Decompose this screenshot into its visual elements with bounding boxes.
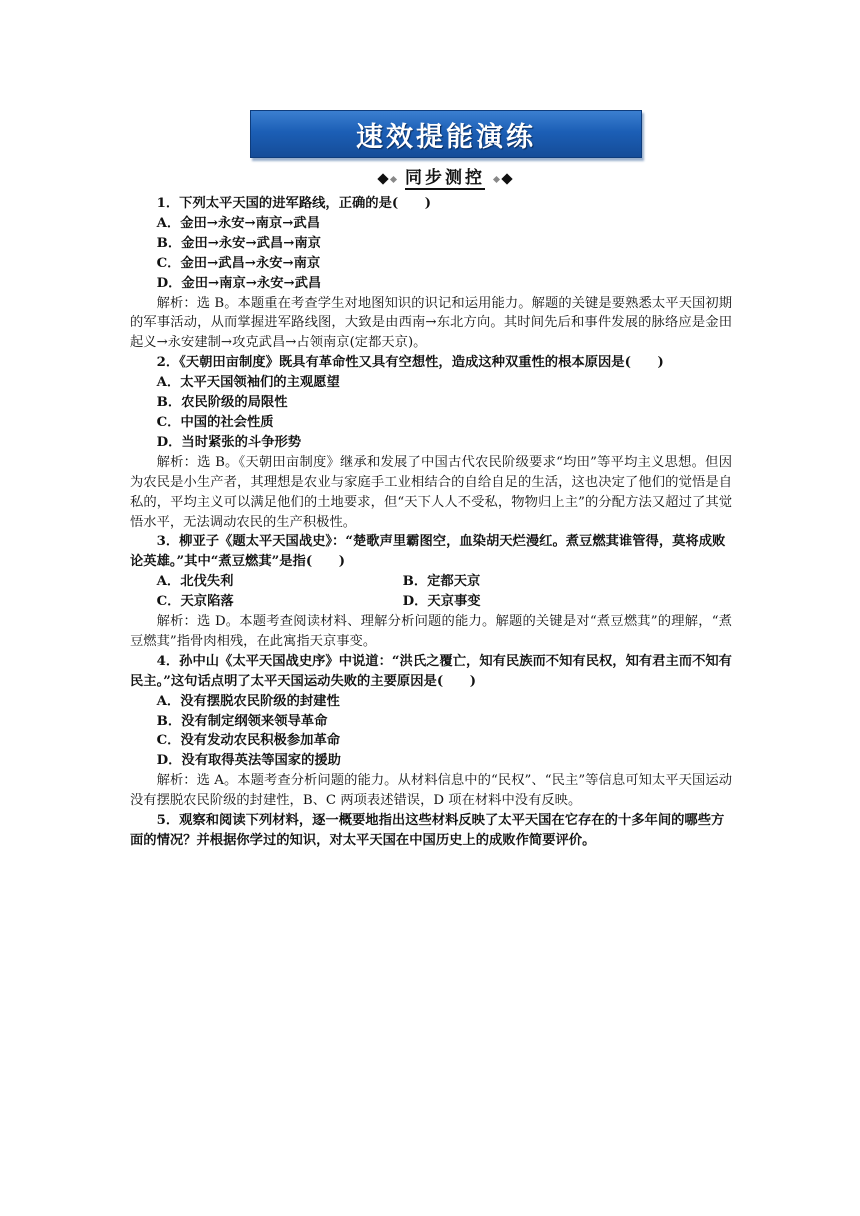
analysis-text: 解析：选 B。本题重在考查学生对地图知识的识记和运用能力。解题的关键是要熟悉太平天国初期的军事活动，从而掌握进军路线图，大致是由西南→东北方向。其时间先后和事件发展的脉络应是金田起义→永安建制→攻克武昌→占领南京(定都天京)。 bbox=[130, 295, 732, 351]
diamond-icon bbox=[377, 173, 388, 184]
option-a: A．北伐失利 bbox=[156, 574, 234, 590]
option-c: C．天京陷落 bbox=[156, 594, 234, 610]
option-c: C．没有发动农民积极参加革命 bbox=[156, 733, 341, 749]
question-stem: 3．柳亚子《题太平天国战史》：“楚歌声里霸图空，血染胡天烂漫红。煮豆燃萁谁管得，莫将成败论英雄。”其中“煮豆燃萁”是指( ) bbox=[130, 534, 726, 570]
option-a: A．金田→永安→南京→武昌 bbox=[156, 215, 321, 231]
option-b: B．农民阶级的局限性 bbox=[156, 395, 288, 411]
section-title: 速效提能演练 bbox=[356, 121, 536, 153]
option-a: A．没有摆脱农民阶级的封建性 bbox=[156, 693, 340, 709]
option-a: A．太平天国领袖们的主观愿望 bbox=[156, 375, 340, 391]
question-stem: 2．《天朝田亩制度》既具有革命性又具有空想性，造成这种双重性的根本原因是( ) bbox=[156, 355, 664, 371]
diamond-icon bbox=[390, 175, 397, 182]
option-c: C．金田→武昌→永安→南京 bbox=[156, 255, 321, 271]
option-row bbox=[130, 572, 732, 592]
option-c: C．中国的社会性质 bbox=[156, 414, 274, 430]
option-d: D．没有取得英法等国家的援助 bbox=[156, 753, 341, 769]
option-b: B．没有制定纲领来领导革命 bbox=[156, 713, 328, 729]
option-b: B．定都天京 bbox=[402, 574, 481, 590]
option-d: D．当时紧张的斗争形势 bbox=[156, 434, 302, 450]
question-stem: 1．下列太平天国的进军路线，正确的是( ) bbox=[156, 196, 432, 211]
subsection-title: 同步测控 bbox=[405, 168, 485, 188]
diamond-icon bbox=[493, 175, 500, 182]
subsection-header bbox=[352, 168, 538, 190]
question-stem: 4．孙中山《太平天国战史序》中说道：“洪氏之覆亡，知有民族而不知有民权，知有君主而不知有民主。”这句话点明了太平天国运动失败的主要原因是( ) bbox=[130, 653, 732, 689]
option-b: B．金田→永安→武昌→南京 bbox=[156, 235, 321, 251]
option-d: D．天京事变 bbox=[402, 594, 481, 610]
option-row bbox=[130, 592, 732, 612]
analysis-text: 解析：选 D。本题考查阅读材料、理解分析问题的能力。解题的关键是对“煮豆燃萁”的理解，“煮豆燃萁”指骨肉相残，在此寓指天京事变。 bbox=[130, 614, 732, 649]
section-banner bbox=[250, 110, 642, 158]
question-stem: 5．观察和阅读下列材料，逐一概要地指出这些材料反映了太平天国在它存在的十多年间的哪些方面的情况？并根据你学过的知识，对太平天国在中国历史上的成败作简要评价。 bbox=[130, 813, 725, 848]
question-list bbox=[130, 194, 732, 851]
diamond-icon bbox=[501, 173, 512, 184]
analysis-text: 解析：选 A。本题考查分析问题的能力。从材料信息中的“民权”、“民主”等信息可知太平天国运动没有摆脱农民阶级的封建性，B、C 两项表述错误，D 项在材料中没有反映。 bbox=[130, 773, 732, 809]
analysis-text: 解析：选 B。《天朝田亩制度》继承和发展了中国古代农民阶级要求“均田”等平均主义思想。但因为农民是小生产者，其理想是农业与家庭手工业相结合的自给自足的生活，这也决定了他们的觉悟是自私的，平均主义可以满足他们的土地要求，但“天下人人不受私，物物归上主”的分配方法又超过了其觉悟水平，无法调动农民的生产积极性。 bbox=[130, 454, 732, 530]
option-d: D．金田→南京→永安→武昌 bbox=[156, 275, 322, 291]
